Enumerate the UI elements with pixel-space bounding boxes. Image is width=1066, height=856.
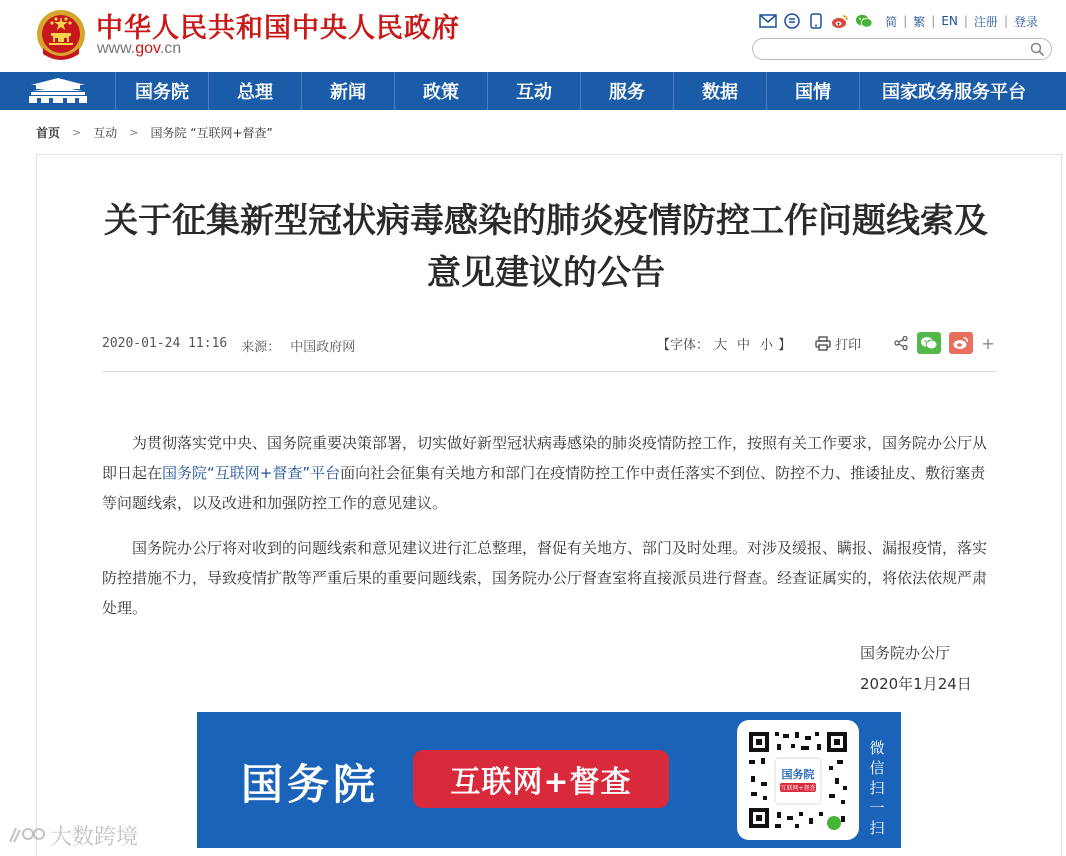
search-box	[752, 38, 1052, 60]
weibo-icon[interactable]	[831, 12, 849, 30]
watermark	[6, 820, 138, 851]
nav-item-interaction[interactable]: 互动	[488, 72, 581, 110]
site-header	[0, 0, 1066, 72]
search-input[interactable]	[763, 41, 1023, 57]
qr-inner-title: 国务院	[781, 768, 815, 781]
font-size-close: 】	[778, 337, 792, 353]
font-size-small[interactable]: 小	[760, 337, 774, 353]
article-title: 关于征集新型冠状病毒感染的肺炎疫情防控工作问题线索及意见建议的公告	[104, 201, 988, 293]
weibo-icon	[952, 336, 970, 350]
register-link[interactable]: 注册	[973, 14, 998, 29]
article-signer: 国务院办公厅	[860, 644, 951, 662]
chevron-right-icon: >	[72, 126, 82, 139]
article-paragraph-2: 国务院办公厅将对收到的问题线索和意见建议进行汇总整理，督促有关地方、部门及时处理。对涉及缓报、瞒报、漏报疫情，落实防控措施不力，导致疫情扩散等严重后果的重要问题线索，国务院办公厅督查室将直接派员进行督查。经查证属实的，将依法依规严肃处理。	[102, 539, 988, 617]
internet-supervision-platform-link[interactable]: 国务院“互联网+督查”平台	[162, 464, 341, 482]
nav-item-national-info[interactable]: 国情	[767, 72, 860, 110]
breadcrumb-interaction[interactable]: 互动	[93, 126, 118, 140]
lang-english-link[interactable]: EN	[941, 14, 958, 28]
site-url-brand: gov	[135, 40, 160, 57]
nav-item-news[interactable]: 新闻	[302, 72, 395, 110]
breadcrumb-home[interactable]: 首页	[36, 126, 61, 140]
nav-item-data[interactable]: 数据	[674, 72, 767, 110]
lang-traditional-link[interactable]: 繁	[913, 14, 926, 29]
article-meta	[102, 336, 355, 355]
meta-divider	[102, 371, 996, 372]
qr-scan-hint: 微信扫一扫	[869, 739, 885, 837]
lang-separator: |	[931, 14, 936, 28]
header-tools	[759, 10, 1038, 32]
printer-icon	[815, 336, 831, 351]
search-icon[interactable]	[1030, 42, 1045, 57]
national-emblem-icon[interactable]	[35, 8, 87, 64]
qr-code[interactable]	[737, 720, 859, 840]
qr-code-icon	[737, 720, 859, 840]
chevron-right-icon: >	[129, 126, 139, 139]
language-links	[885, 13, 1038, 30]
rss-icon[interactable]	[783, 12, 801, 30]
nav-item-state-council[interactable]: 国务院	[116, 72, 209, 110]
lang-separator: |	[963, 14, 968, 28]
article-tools	[657, 332, 995, 354]
watermark-logo-icon	[6, 824, 46, 848]
share-icon[interactable]	[893, 335, 909, 351]
site-url-suffix: .cn	[159, 40, 182, 57]
nav-item-premier[interactable]: 总理	[209, 72, 302, 110]
nav-item-services[interactable]: 服务	[581, 72, 674, 110]
wechat-icon	[920, 336, 938, 350]
mail-icon[interactable]	[759, 12, 777, 30]
site-url[interactable]	[97, 40, 181, 58]
share-weibo-button[interactable]	[949, 332, 973, 354]
article-datetime: 2020-01-24 11:16	[102, 336, 228, 351]
font-size-selector	[657, 334, 791, 353]
nav-item-policy[interactable]: 政策	[395, 72, 488, 110]
banner-tag: 互联网+督查	[413, 750, 669, 808]
tiananmen-icon	[27, 77, 89, 105]
banner-main-text: 国务院	[241, 760, 380, 809]
nav-item-gov-service-platform[interactable]: 国家政务服务平台	[882, 82, 1026, 103]
share-bar	[893, 332, 995, 354]
font-size-large[interactable]: 大	[714, 337, 728, 353]
site-title[interactable]: 中华人民共和国中央人民政府	[96, 13, 460, 44]
breadcrumb	[36, 124, 273, 141]
print-button[interactable]	[815, 334, 861, 353]
article-paragraph-1	[102, 428, 992, 518]
article-source: 中国政府网	[290, 340, 356, 355]
internet-supervision-banner[interactable]	[197, 712, 901, 848]
nav-home[interactable]	[0, 72, 116, 110]
para1-text-after: 面向社会征集有关地方和部门在疫情防控工作中责任落实不到位、防控不力、推诿扯皮、敷衍塞责等问题线索，以及改进和加强防控工作的意见建议。	[102, 464, 986, 512]
breadcrumb-internet-supervision[interactable]: 国务院 “互联网+督查”	[150, 126, 273, 140]
main-nav	[0, 72, 1066, 110]
qr-inner-sub: 互联网+督查	[780, 785, 816, 792]
font-size-medium[interactable]: 中	[737, 337, 751, 353]
lang-separator: |	[1003, 14, 1008, 28]
login-link[interactable]: 登录	[1013, 14, 1038, 29]
wechat-icon[interactable]	[855, 12, 873, 30]
lang-separator: |	[903, 14, 908, 28]
watermark-text: 大数跨境	[50, 825, 139, 850]
mobile-icon[interactable]	[807, 12, 825, 30]
print-label: 打印	[835, 337, 862, 353]
font-size-label: 【字体：	[657, 337, 710, 353]
site-url-prefix: www.	[97, 40, 136, 57]
source-label: 来源：	[241, 340, 281, 355]
share-wechat-button[interactable]	[917, 332, 941, 354]
lang-simplified-link[interactable]: 简	[885, 14, 898, 29]
article-sign-date: 2020年1月24日	[860, 675, 972, 693]
para1-text-before: 为贯彻落实党中央、国务院重要决策部署，切实做好新型冠状病毒感染的肺炎疫情防控工作，按照有关工作要求，国务院办公厅从即日起在	[102, 434, 988, 482]
share-more-icon[interactable]: +	[981, 333, 995, 353]
